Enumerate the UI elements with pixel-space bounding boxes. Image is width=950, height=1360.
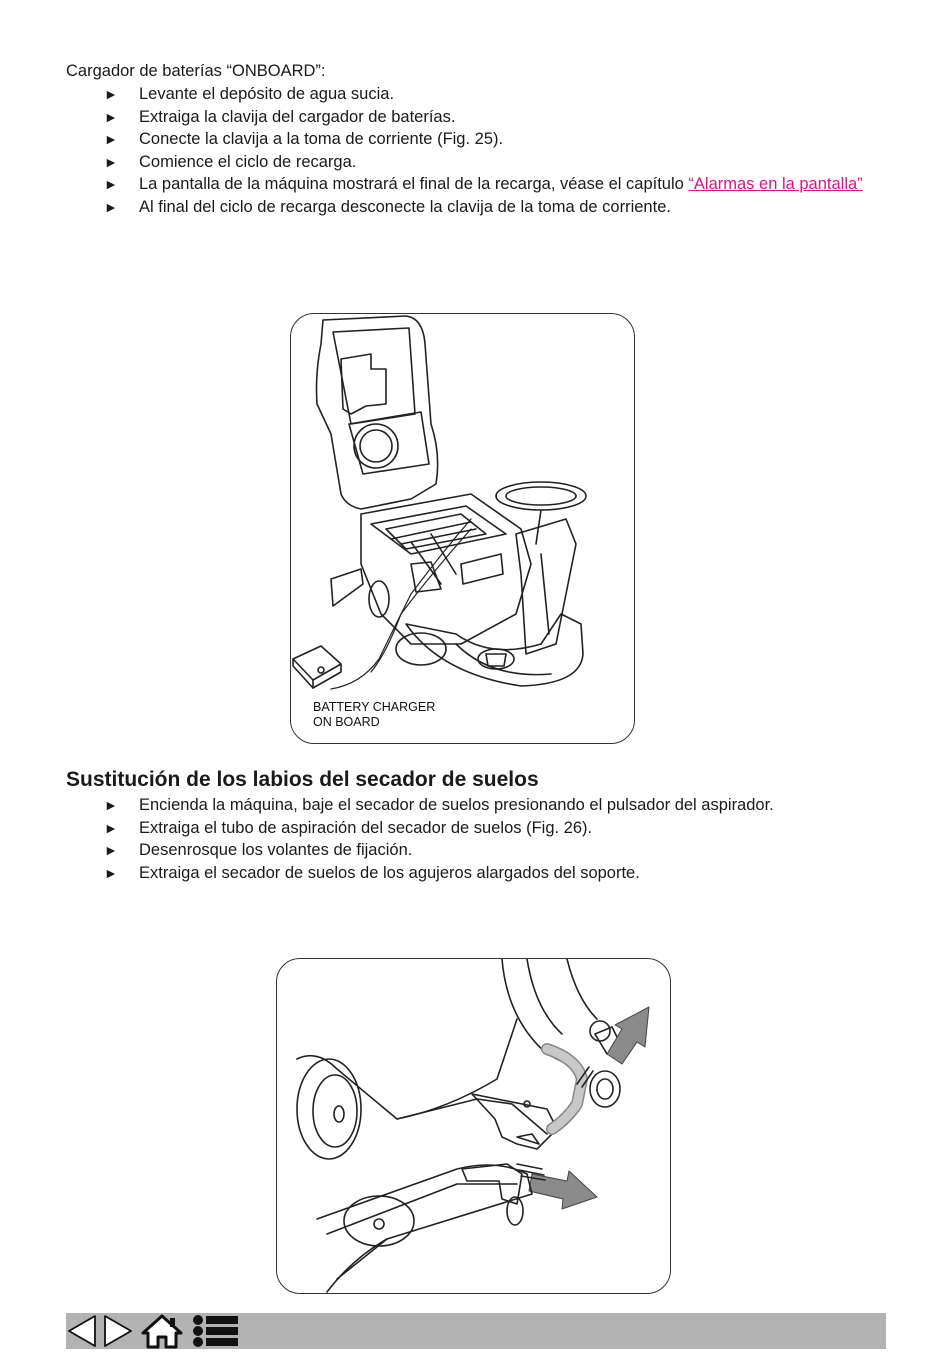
list-item [0, 862, 883, 885]
step-text: Comience el ciclo de recarga. [139, 152, 357, 171]
section-title: Sustitución de los labios del secador de suelos [66, 768, 539, 791]
list-item [0, 83, 883, 106]
home-icon[interactable] [140, 1313, 184, 1349]
step-text: La pantalla de la máquina mostrará el final de la recarga, véase el capítulo [139, 175, 689, 194]
step-text: Al final del ciclo de recarga desconecte la clavija de la toma de corriente. [139, 197, 671, 216]
step-text: Conecte la clavija a la toma de corriente (Fig. 25). [139, 130, 504, 149]
list-item [0, 817, 883, 840]
charger-steps [0, 83, 950, 219]
squeegee-steps [0, 794, 950, 884]
bullet-arrow-icon: ► [104, 864, 118, 881]
navigation-bar [66, 1313, 886, 1349]
figure-caption-line: ON BOARD [313, 715, 380, 729]
list-item [0, 173, 883, 196]
figure-caption-line: BATTERY CHARGER [313, 700, 436, 714]
bullet-arrow-icon: ► [104, 819, 118, 836]
list-item [0, 794, 883, 817]
list-item [0, 151, 883, 174]
list-item [0, 196, 883, 219]
scrubber-machine-illustration [291, 314, 634, 743]
index-list-icon[interactable] [190, 1313, 240, 1349]
prev-page-icon[interactable] [66, 1313, 98, 1349]
bullet-arrow-icon: ► [104, 86, 118, 102]
next-page-icon[interactable] [102, 1313, 134, 1349]
list-item [0, 106, 883, 129]
step-text: Extraiga la clavija del cargador de baterías. [139, 107, 456, 126]
figure-battery-charger [290, 313, 635, 744]
bullet-arrow-icon: ► [104, 842, 118, 859]
bullet-arrow-icon: ► [104, 131, 118, 148]
intro-text: Cargador de baterías “ONBOARD”: [66, 62, 326, 80]
figure-squeegee-removal [276, 958, 671, 1294]
step-text: Levante el depósito de agua sucia. [139, 85, 395, 103]
squeegee-illustration [277, 959, 670, 1293]
list-item [0, 128, 883, 151]
step-text: Extraiga el tubo de aspiración del secador de suelos (Fig. 26). [139, 818, 593, 837]
list-item [0, 839, 883, 862]
bullet-arrow-icon: ► [104, 198, 118, 215]
bullet-arrow-icon: ► [104, 153, 118, 170]
bullet-arrow-icon: ► [104, 176, 118, 193]
step-text: Encienda la máquina, baje el secador de suelos presionando el pulsador del aspirador. [139, 796, 774, 814]
bullet-arrow-icon: ► [104, 797, 118, 813]
step-text: Desenrosque los volantes de fijación. [139, 841, 413, 860]
alarms-chapter-link[interactable]: “Alarmas en la pantalla” [688, 175, 863, 194]
step-text: Extraiga el secador de suelos de los agujeros alargados del soporte. [139, 863, 640, 882]
bullet-arrow-icon: ► [104, 108, 118, 125]
